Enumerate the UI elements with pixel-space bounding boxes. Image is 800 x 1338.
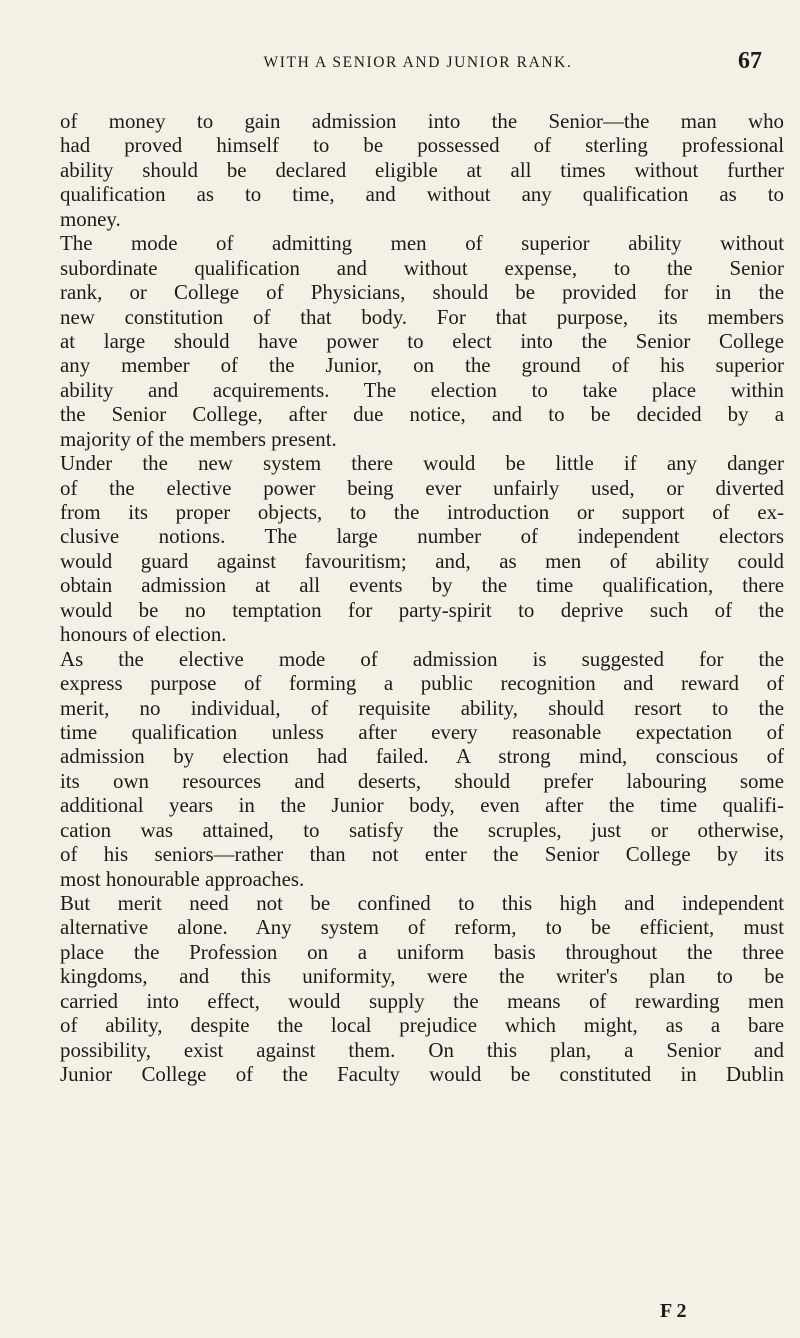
page-number: 67 [738,48,762,74]
text-line: clusive notions. The large number of independent electors [60,524,784,549]
text-line: from its proper objects, to the introduction or support of ex- [60,500,784,524]
text-line: any member of the Junior, on the ground of his superior [60,353,784,378]
text-line: of money to gain admission into the Senior—the man who [60,109,784,133]
text-line: most honourable approaches. [60,866,305,891]
text-line: obtain admission at all events by the time qualification, there [60,573,784,598]
text-line: alternative alone. Any system of reform, to be efficient, must [60,915,784,940]
text-line: money. [60,206,121,231]
text-line: carried into effect, would supply the means of rewarding men [60,988,784,1013]
text-line: new constitution of that body. For that purpose, its members [60,304,784,329]
text-line: express purpose of forming a public recognition and reward of [60,671,784,696]
signature-mark: F 2 [660,1300,687,1322]
text-line: the Senior College, after due notice, and to be decided by a [60,402,784,427]
text-line: of the elective power being ever unfairly used, or diverted [60,475,784,500]
text-line: majority of the members present. [60,426,337,451]
text-line: would be no temptation for party-spirit to deprive such of the [60,597,784,622]
text-line: kingdoms, and this uniformity, were the writer's plan to be [60,964,784,989]
running-head [56,40,780,90]
text-line: Junior College of the Faculty would be constituted in Dublin [60,1062,784,1087]
text-line: The mode of admitting men of superior ability without [60,231,784,256]
text-line: cation was attained, to satisfy the scruples, just or otherwise, [60,817,784,842]
text-line: had proved himself to be possessed of sterling professional [60,133,784,158]
text-line: As the elective mode of admission is suggested for the [60,646,784,671]
text-line: ability should be declared eligible at all times without further [60,157,784,182]
text-line: at large should have power to elect into the Senior College [60,328,784,353]
body-text [60,109,784,1087]
text-line: time qualification unless after every reasonable expectation of [60,719,784,744]
text-line: qualification as to time, and without any qualification as to [60,182,784,207]
text-line: merit, no individual, of requisite ability, should resort to the [60,695,784,720]
text-line: additional years in the Junior body, even after the time qualifi- [60,793,784,818]
text-line: honours of election. [60,622,227,647]
text-line: place the Profession on a uniform basis throughout the three [60,939,784,964]
text-line: But merit need not be confined to this high and independent [60,891,784,915]
text-line: of his seniors—rather than not enter the Senior College by its [60,842,784,867]
text-line: would guard against favouritism; and, as men of ability could [60,548,784,573]
text-line: rank, or College of Physicians, should be provided for in the [60,280,784,305]
text-line: possibility, exist against them. On this plan, a Senior and [60,1037,784,1062]
running-title: WITH A SENIOR AND JUNIOR RANK. [263,54,573,71]
text-line: ability and acquirements. The election to take place within [60,377,784,402]
text-line: admission by election had failed. A strong mind, conscious of [60,744,784,769]
text-line: its own resources and deserts, should prefer labouring some [60,768,784,793]
text-line: of ability, despite the local prejudice which might, as a bare [60,1013,784,1038]
text-line: subordinate qualification and without expense, to the Senior [60,255,784,280]
text-line: Under the new system there would be little if any danger [60,451,784,476]
